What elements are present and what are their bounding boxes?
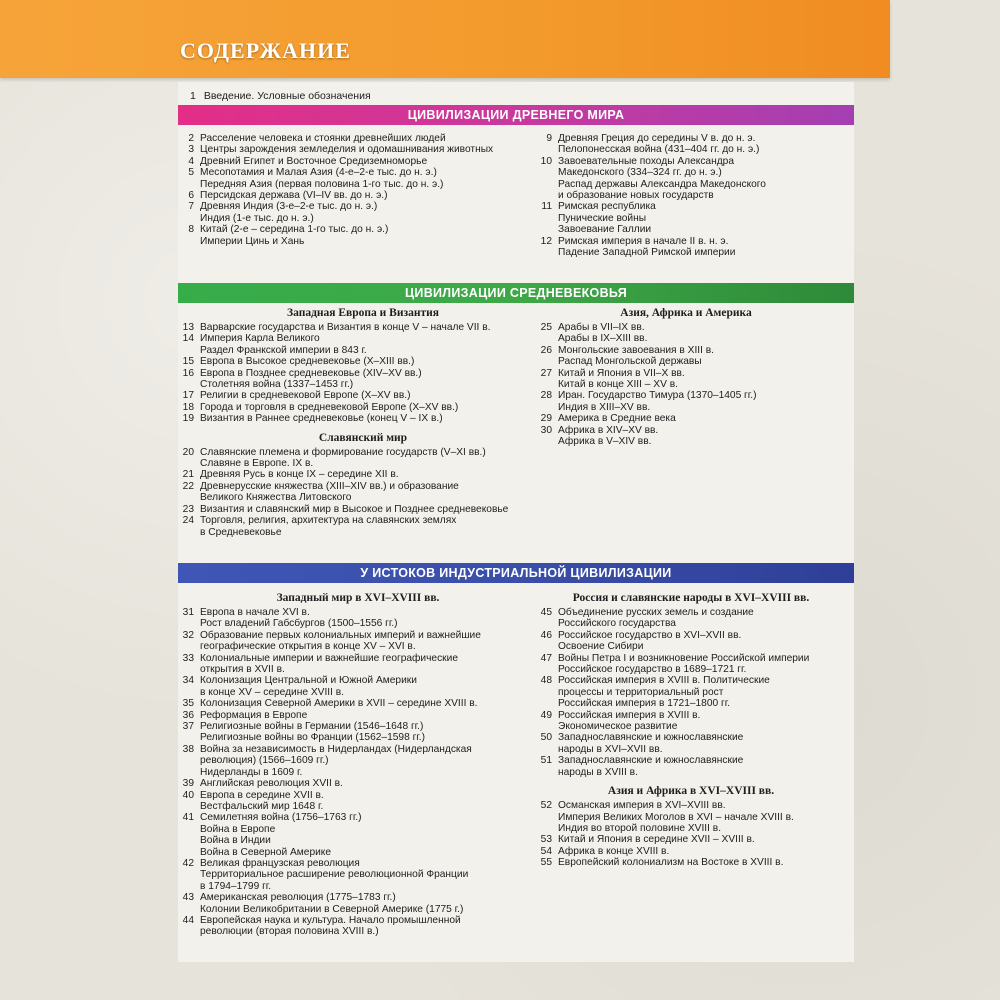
entry-number: 38 <box>182 743 194 755</box>
entry-number: 39 <box>182 778 194 790</box>
entry-line: Славяне в Европе. IX в. <box>200 458 314 470</box>
subsection-heading: Азия, Африка и Америка <box>620 307 752 319</box>
entry-line: Завоевание Галлии <box>558 224 652 236</box>
toc-entry[interactable] <box>178 607 538 630</box>
section-band-industrial: У ИСТОКОВ ИНДУСТРИАЛЬНОЙ ЦИВИЛИЗАЦИИ <box>178 563 854 583</box>
subsection-heading: Западная Европа и Византия <box>287 307 439 319</box>
section-ancient-left <box>178 133 538 247</box>
section-medieval-left <box>178 307 548 538</box>
entry-line: Европа в Высокое средневековье (X–XIII вв.) <box>200 356 415 368</box>
entry-line: Пелопонесская война (431–404 гг. до н. э.) <box>558 144 760 156</box>
entry-number: 1 <box>190 90 196 102</box>
entry-line: Китай и Япония в VII–X вв. <box>558 367 685 379</box>
entry-number: 26 <box>540 344 552 356</box>
entry-line: Древняя Индия (3-е–2-е тыс. до н. э.) <box>200 201 378 213</box>
entry-title <box>558 630 846 653</box>
entry-line: Российское государство в 1689–1721 гг. <box>558 664 747 676</box>
entry-title <box>200 504 548 515</box>
entry-line: Колониальные империи и важнейшие географические <box>200 652 458 664</box>
entry-number: 6 <box>188 190 194 202</box>
entry-title <box>200 744 538 778</box>
entry-line: Российская империя в 1721–1800 гг. <box>558 698 731 710</box>
entry-title <box>558 368 836 391</box>
subsection-heading: Россия и славянские народы в XVI–XVIII вв. <box>572 592 810 604</box>
section-ancient-right <box>536 133 836 258</box>
entry-line: географические открытия в конце XV – XVI в. <box>200 641 416 653</box>
entry-title <box>200 915 538 938</box>
entry-number: 35 <box>182 698 194 710</box>
entry-line: Империя Карла Великого <box>200 333 320 345</box>
toc-entry[interactable] <box>536 732 846 755</box>
entry-title <box>200 515 548 538</box>
entry-line: Война за независимость в Нидерландах (Нидерландская <box>200 743 472 755</box>
entry-title <box>558 846 846 857</box>
entry-title <box>200 144 538 155</box>
entry-line: Война в Европе <box>200 823 276 835</box>
entry-line: Римская империя в начале II в. н. э. <box>558 235 729 247</box>
entry-line: Монгольские завоевания в XIII в. <box>558 344 715 356</box>
entry-line: Рост владений Габсбургов (1500–1556 гг.) <box>200 618 398 630</box>
toc-entry[interactable] <box>178 675 538 698</box>
entry-line: Европейский колониализм на Востоке в XVIII в. <box>558 857 784 869</box>
entry-line: Реформация в Европе <box>200 709 308 721</box>
entry-title <box>558 800 846 834</box>
entry-number: 46 <box>540 629 552 641</box>
entry-title <box>558 133 836 156</box>
entry-number: 43 <box>182 892 194 904</box>
entry-title <box>558 834 846 845</box>
toc-entry[interactable] <box>178 201 538 224</box>
toc-entry[interactable] <box>536 846 846 857</box>
entry-line: Религиозные войны во Франции (1562–1598 гг.) <box>200 732 425 744</box>
entry-title <box>558 322 836 345</box>
entry-line: Колонии Великобритании в Северной Америке (1775 г.) <box>200 903 464 915</box>
entry-line: Европа в начале XVI в. <box>200 607 310 618</box>
toc-entry[interactable] <box>536 133 836 156</box>
entry-line: Колонизация Северной Америки в XVII – середине XVIII в. <box>200 698 478 710</box>
entry-line: Расселение человека и стоянки древнейших людей <box>200 133 446 144</box>
entry-title <box>558 156 836 202</box>
entry-number: 14 <box>182 333 194 345</box>
entry-line: Америка в Средние века <box>558 413 676 425</box>
entry-number: 20 <box>182 446 194 458</box>
entry-line: Территориальное расширение революционной Франции <box>200 869 469 881</box>
toc-entry[interactable] <box>178 744 538 778</box>
toc-entry[interactable] <box>536 413 836 424</box>
entry-title <box>200 653 538 676</box>
entry-line: Российская империя в XVIII в. Политические <box>558 675 770 687</box>
entry-line: Пунические войны <box>558 212 647 224</box>
entry-line: Китай (2-е – середина 1-го тыс. до н. э.) <box>200 224 389 236</box>
entry-number: 2 <box>188 133 194 144</box>
entry-line: в Средневековье <box>200 526 282 538</box>
toc-entry[interactable] <box>536 857 846 868</box>
entry-line: Древнерусские княжества (XIII–XIV вв.) и образование <box>200 480 459 492</box>
toc-entry[interactable] <box>178 481 548 504</box>
entry-title <box>200 390 548 401</box>
entry-number: 8 <box>188 224 194 236</box>
entry-number: 16 <box>182 367 194 379</box>
toc-entry[interactable] <box>536 368 836 391</box>
entry-line: Английская революция XVII в. <box>200 778 343 790</box>
entry-line: Варварские государства и Византия в конце V – начале VII в. <box>200 322 491 333</box>
entry-line: Империя Великих Моголов в XVI – начале XVIII в. <box>558 811 794 823</box>
entry-line: Распад державы Александра Македонского <box>558 178 766 190</box>
entry-line: Империи Цинь и Хань <box>200 235 305 247</box>
entry-line: Славянские племена и формирование государств (V–XI вв.) <box>200 446 486 458</box>
entry-line: Падение Западной Римской империи <box>558 247 736 259</box>
entry-title <box>558 607 846 630</box>
entry-title <box>200 710 538 721</box>
toc-entry[interactable] <box>178 504 548 515</box>
entry-number: 33 <box>182 652 194 664</box>
entry-title <box>200 356 548 367</box>
entry-line: Раздел Франкской империи в 843 г. <box>200 344 367 356</box>
entry-number: 3 <box>188 144 194 156</box>
entry-line: и образование новых государств <box>558 190 714 202</box>
toc-entry[interactable] <box>178 812 538 858</box>
toc-entry[interactable] <box>178 469 548 480</box>
entry-number: 27 <box>540 367 552 379</box>
entry-line: Византия в Раннее средневековье (конец V – IX в.) <box>200 413 443 425</box>
entry-number: 29 <box>540 413 552 425</box>
entry-title <box>558 345 836 368</box>
entry-number: 31 <box>182 607 194 618</box>
entry-number: 47 <box>540 652 552 664</box>
entry-line: Завоевательные походы Александра <box>558 155 734 167</box>
entry-title <box>200 402 548 413</box>
entry-number: 13 <box>182 322 194 333</box>
entry-line: Китай в конце XIII – XV в. <box>558 379 678 391</box>
entry-line: Столетняя война (1337–1453 гг.) <box>200 379 354 391</box>
entry-line: Образование первых колониальных империй и важнейшие <box>200 629 481 641</box>
toc-entry[interactable] <box>178 892 538 915</box>
entry-title <box>200 812 538 858</box>
toc-entry[interactable] <box>536 322 836 345</box>
entry-line: Российского государства <box>558 618 676 630</box>
entry-line: Американская революция (1775–1783 гг.) <box>200 892 396 904</box>
entry-line: Османская империя в XVI–XVIII вв. <box>558 800 726 812</box>
entry-line: Африка в XIV–XV вв. <box>558 424 659 436</box>
entry-title <box>200 201 538 224</box>
entry-line: Распад Монгольской державы <box>558 356 702 368</box>
entry-title <box>200 778 538 789</box>
entry-number: 25 <box>540 322 552 333</box>
entry-line: народы в XVIII в. <box>558 766 638 778</box>
toc-entry[interactable] <box>536 834 846 845</box>
entry-title <box>558 732 846 755</box>
entry-number: 40 <box>182 789 194 801</box>
entry-number: 9 <box>546 133 552 144</box>
toc-entry[interactable] <box>178 356 548 367</box>
toc-entry[interactable] <box>536 390 836 413</box>
entry-title <box>200 322 548 333</box>
entry-line: Войны Петра I и возникновение Российской империи <box>558 652 810 664</box>
entry-line: Российское государство в XVI–XVII вв. <box>558 629 742 641</box>
entry-title <box>558 653 846 676</box>
toc-entry[interactable] <box>178 515 548 538</box>
toc-entry[interactable] <box>178 133 538 144</box>
entry-number: 23 <box>182 503 194 515</box>
entry-number: 10 <box>540 155 552 167</box>
entry-number: 4 <box>188 155 194 167</box>
entry-title <box>200 167 538 190</box>
section-band-medieval: ЦИВИЛИЗАЦИИ СРЕДНЕВЕКОВЬЯ <box>178 283 854 303</box>
entry-title <box>200 892 538 915</box>
entry-line: Европа в середине XVII в. <box>200 789 324 801</box>
entry-number: 37 <box>182 721 194 733</box>
entry-number: 51 <box>540 755 552 767</box>
intro-entry[interactable] <box>190 90 371 102</box>
entry-number: 30 <box>540 424 552 436</box>
entry-line: Великого Княжества Литовского <box>200 492 352 504</box>
toc-entry[interactable] <box>178 630 538 653</box>
toc-entry[interactable] <box>536 236 836 259</box>
entry-line: Российская империя в XVIII в. <box>558 709 701 721</box>
entry-line: в конце XV – середине XVIII в. <box>200 686 345 698</box>
toc-entry[interactable] <box>536 156 836 202</box>
entry-title <box>200 630 538 653</box>
entry-title <box>200 721 538 744</box>
entry-line: Война в Северной Америке <box>200 846 332 858</box>
entry-number: 24 <box>182 515 194 527</box>
toc-entry[interactable] <box>178 322 548 333</box>
entry-line: Семилетняя война (1756–1763 гг.) <box>200 812 362 824</box>
toc-entry[interactable] <box>178 402 548 413</box>
entry-number: 36 <box>182 709 194 721</box>
toc-entry[interactable] <box>178 190 538 201</box>
entry-title <box>200 481 548 504</box>
entry-line: Нидерланды в 1609 г. <box>200 766 303 778</box>
toc-entry[interactable] <box>178 698 538 709</box>
toc-entry[interactable] <box>536 607 846 630</box>
entry-number: 12 <box>540 235 552 247</box>
entry-number: 32 <box>182 629 194 641</box>
toc-entry[interactable] <box>536 710 846 733</box>
entry-line: Арабы в VII–IX вв. <box>558 322 645 333</box>
entry-title <box>558 675 846 709</box>
entry-title <box>200 790 538 813</box>
entry-line: Европейская наука и культура. Начало промышленной <box>200 914 461 926</box>
entry-number: 19 <box>182 413 194 425</box>
entry-title <box>200 413 548 424</box>
entry-line: Передняя Азия (первая половина 1-го тыс. до н. э.) <box>200 178 444 190</box>
toc-entry[interactable] <box>178 144 538 155</box>
entry-number: 11 <box>541 201 552 213</box>
toc-entry[interactable] <box>178 653 538 676</box>
subsection-heading: Азия и Африка в XVI–XVIII вв. <box>607 785 775 798</box>
entry-number: 48 <box>540 675 552 687</box>
entry-number: 34 <box>182 675 194 687</box>
entry-line: Древняя Русь в конце IX – середине XII в. <box>200 469 399 481</box>
entry-number: 44 <box>182 914 194 926</box>
header-band <box>0 0 890 78</box>
entry-line: Римская республика <box>558 201 656 213</box>
toc-entry[interactable] <box>178 333 548 356</box>
entry-line: Освоение Сибири <box>558 641 644 653</box>
entry-title <box>558 236 836 259</box>
toc-entry[interactable] <box>536 653 846 676</box>
entry-line: Экономическое развитие <box>558 721 678 733</box>
entry-line: в 1794–1799 гг. <box>200 880 272 892</box>
entry-number: 50 <box>540 732 552 744</box>
entry-line: Индия в XIII–XV вв. <box>558 401 651 413</box>
entry-line: Торговля, религия, архитектура на славянских землях <box>200 515 457 527</box>
entry-line: процессы и территориальный рост <box>558 686 724 698</box>
toc-entry[interactable] <box>178 413 548 424</box>
toc-entry[interactable] <box>178 156 538 167</box>
toc-entry[interactable] <box>178 167 538 190</box>
entry-title <box>558 390 836 413</box>
entry-line: Религии в средневековой Европе (X–XV вв.) <box>200 390 411 402</box>
entry-title <box>200 675 538 698</box>
entry-line: Западнославянские и южнославянские <box>558 732 744 744</box>
toc-entry[interactable] <box>536 425 836 448</box>
toc-entry[interactable] <box>178 915 538 938</box>
toc-entry[interactable] <box>536 800 846 834</box>
entry-title: Введение. Условные обозначения <box>203 90 371 102</box>
entry-title <box>200 447 548 470</box>
subsection-heading: Западный мир в XVI–XVIII вв. <box>276 592 440 604</box>
entry-line: Африка в V–XIV вв. <box>558 436 652 448</box>
entry-line: Западнославянские и южнославянские <box>558 755 744 767</box>
entry-line: Великая французская революция <box>200 857 360 869</box>
entry-number: 22 <box>182 480 194 492</box>
entry-title <box>558 413 836 424</box>
entry-number: 17 <box>182 390 194 402</box>
toc-entry[interactable] <box>178 721 538 744</box>
toc-entry[interactable] <box>178 778 538 789</box>
entry-number: 15 <box>182 356 194 368</box>
entry-line: Иран. Государство Тимура (1370–1405 гг.) <box>558 390 757 402</box>
entry-title <box>200 190 538 201</box>
entry-title <box>558 857 846 868</box>
entry-number: 52 <box>540 800 552 812</box>
entry-title <box>200 698 538 709</box>
entry-number: 49 <box>540 709 552 721</box>
toc-entry[interactable] <box>178 390 548 401</box>
entry-number: 21 <box>182 469 194 481</box>
entry-line: Колонизация Центральной и Южной Америки <box>200 675 417 687</box>
entry-line: Европа в Позднее средневековье (XIV–XV вв.) <box>200 367 422 379</box>
entry-line: Африка в конце XVIII в. <box>558 845 670 857</box>
entry-line: Объединение русских земель и создание <box>558 607 754 618</box>
toc-entry[interactable] <box>536 675 846 709</box>
entry-title <box>200 156 538 167</box>
entry-line: Македонского (334–324 гг. до н. э.) <box>558 167 722 179</box>
entry-number: 41 <box>182 812 194 824</box>
entry-number: 42 <box>182 857 194 869</box>
entry-number: 18 <box>182 401 194 413</box>
section-band-ancient: ЦИВИЛИЗАЦИИ ДРЕВНЕГО МИРА <box>178 105 854 125</box>
entry-title <box>558 425 836 448</box>
toc-entry[interactable] <box>536 345 836 368</box>
section-medieval-right <box>536 307 836 447</box>
page-title: СОДЕРЖАНИЕ <box>180 38 351 63</box>
entry-line: Персидская держава (VI–IV вв. до н. э.) <box>200 190 388 202</box>
entry-number: 53 <box>540 834 552 846</box>
entry-line: Война в Индии <box>200 835 271 847</box>
toc-entry[interactable] <box>178 224 538 247</box>
entry-line: революция) (1566–1609 гг.) <box>200 755 329 767</box>
entry-title <box>200 368 548 391</box>
section-industrial-right <box>536 592 846 869</box>
entry-line: Индия во второй половине XVIII в. <box>558 822 722 834</box>
toc-entry[interactable] <box>178 368 548 391</box>
entry-title <box>558 755 846 778</box>
entry-title <box>200 469 548 480</box>
entry-title <box>200 133 538 144</box>
entry-line: Индия (1-е тыс. до н. э.) <box>200 212 314 224</box>
toc-entry[interactable] <box>178 710 538 721</box>
entry-title <box>200 858 538 892</box>
entry-title <box>558 201 836 235</box>
entry-line: Центры зарождения земледелия и одомашнивания животных <box>200 144 494 156</box>
entry-line: Города и торговля в средневековой Европе (X–XV вв.) <box>200 401 459 413</box>
entry-title <box>200 333 548 356</box>
subsection-heading: Славянский мир <box>318 431 408 444</box>
entry-line: Арабы в IX–XIII вв. <box>558 333 648 345</box>
toc-entry[interactable] <box>536 755 846 778</box>
entry-title <box>200 224 538 247</box>
entry-line: открытия в XVII в. <box>200 664 285 676</box>
entry-number: 7 <box>188 201 194 213</box>
entry-line: Древний Египет и Восточное Средиземноморье <box>200 155 428 167</box>
entry-number: 54 <box>540 845 552 857</box>
section-industrial-left <box>178 592 538 938</box>
entry-number: 28 <box>540 390 552 402</box>
entry-title <box>200 607 538 630</box>
entry-line: Византия и славянский мир в Высокое и Позднее средневековье <box>200 503 509 515</box>
entry-number: 5 <box>188 167 194 179</box>
toc-entry[interactable] <box>178 790 538 813</box>
entry-title <box>558 710 846 733</box>
entry-line: Древняя Греция до середины V в. до н. э. <box>558 133 756 144</box>
entry-line: Китай и Япония в середине XVII – XVIII в. <box>558 834 755 846</box>
toc-entry[interactable] <box>536 630 846 653</box>
entry-line: народы в XVI–XVII вв. <box>558 743 663 755</box>
toc-entry[interactable] <box>536 201 836 235</box>
toc-entry[interactable] <box>178 858 538 892</box>
entry-number: 55 <box>540 857 552 869</box>
entry-line: революции (вторая половина XVIII в.) <box>200 926 379 938</box>
toc-entry[interactable] <box>178 447 548 470</box>
entry-line: Месопотамия и Малая Азия (4-е–2-е тыс. до н. э.) <box>200 167 437 179</box>
entry-line: Вестфальский мир 1648 г. <box>200 800 324 812</box>
entry-line: Религиозные войны в Германии (1546–1648 гг.) <box>200 721 424 733</box>
entry-number: 45 <box>540 607 552 618</box>
